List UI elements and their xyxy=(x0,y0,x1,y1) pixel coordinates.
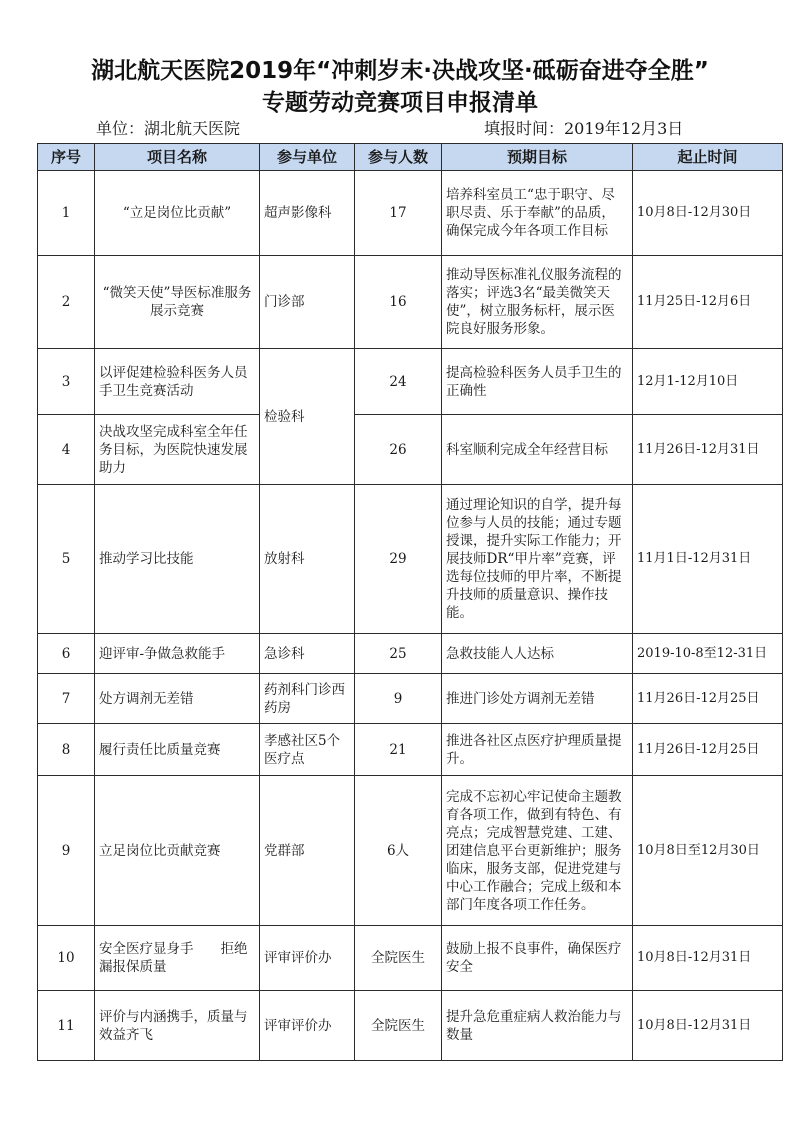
table-row xyxy=(38,926,783,991)
row-no: 2 xyxy=(38,256,95,349)
row-period: 10月8日-12月31日 xyxy=(633,926,783,991)
row-no: 10 xyxy=(38,926,95,991)
table-row xyxy=(38,674,783,724)
row-period: 11月26日-12月25日 xyxy=(633,674,783,724)
row-unit: 孝感社区5个医疗点 xyxy=(260,724,355,776)
row-unit: 党群部 xyxy=(260,776,355,926)
header-count: 参与人数 xyxy=(355,144,442,171)
row-count: 6人 xyxy=(355,776,442,926)
document-title-line1: 湖北航天医院2019年“冲刺岁末·决战攻坚·砥砺奋进夺全胜” xyxy=(91,58,709,84)
row-count: 26 xyxy=(355,415,442,485)
row-name: 迎评审-争做急救能手 xyxy=(95,634,260,674)
row-name: 评价与内涵携手，质量与效益齐飞 xyxy=(95,991,260,1061)
row-goal: 急救技能人人达标 xyxy=(442,634,633,674)
row-no: 7 xyxy=(38,674,95,724)
row-no: 6 xyxy=(38,634,95,674)
row-no: 4 xyxy=(38,415,95,485)
row-goal: 推进门诊处方调剂无差错 xyxy=(442,674,633,724)
table-row xyxy=(38,256,783,349)
row-period: 11月25日-12月6日 xyxy=(633,256,783,349)
row-goal: 科室顺利完成全年经营目标 xyxy=(442,415,633,485)
table-row xyxy=(38,634,783,674)
row-name: “立足岗位比贡献” xyxy=(95,171,260,256)
row-name: 履行责任比质量竞赛 xyxy=(95,724,260,776)
header-no: 序号 xyxy=(38,144,95,171)
row-period: 12月1-12月10日 xyxy=(633,349,783,415)
unit-label: 单位：湖北航天医院 xyxy=(96,119,241,138)
row-name: 安全医疗显身手 拒绝漏报保质量 xyxy=(95,926,260,991)
header-period: 起止时间 xyxy=(633,144,783,171)
table-row xyxy=(38,171,783,256)
row-goal: 通过理论知识的自学，提升每位参与人员的技能；通过专题授课，提升实际工作能力；开展技师DR“甲片率”竞赛，评选每位技师的甲片率，不断提升技师的质量意识、操作技能。 xyxy=(442,485,633,634)
row-count: 全院医生 xyxy=(355,991,442,1061)
row-no: 9 xyxy=(38,776,95,926)
document-title-line2: 专题劳动竞赛项目申报清单 xyxy=(262,90,538,116)
row-period: 10月8日至12月30日 xyxy=(633,776,783,926)
row-no: 11 xyxy=(38,991,95,1061)
row-goal: 鼓励上报不良事件，确保医疗安全 xyxy=(442,926,633,991)
project-table xyxy=(37,143,783,1061)
row-name: 决战攻坚完成科室全年任务目标，为医院快速发展助力 xyxy=(95,415,260,485)
header-goal: 预期目标 xyxy=(442,144,633,171)
row-goal: 推动导医标准礼仪服务流程的落实；评选3名“最美微笑天使”，树立服务标杆，展示医院良好服务形象。 xyxy=(442,256,633,349)
row-count: 24 xyxy=(355,349,442,415)
row-goal: 提升急危重症病人救治能力与数量 xyxy=(442,991,633,1061)
table-header-row xyxy=(38,144,783,171)
row-name: 处方调剂无差错 xyxy=(95,674,260,724)
row-count: 25 xyxy=(355,634,442,674)
row-period: 11月26日-12月31日 xyxy=(633,415,783,485)
row-unit: 评审评价办 xyxy=(260,926,355,991)
row-period: 11月1日-12月31日 xyxy=(633,485,783,634)
row-goal: 培养科室员工“忠于职守、尽职尽责、乐于奉献”的品质，确保完成今年各项工作目标 xyxy=(442,171,633,256)
row-no: 5 xyxy=(38,485,95,634)
table-row xyxy=(38,415,783,485)
date-label: 填报时间：2019年12月3日 xyxy=(484,119,684,138)
row-count: 全院医生 xyxy=(355,926,442,991)
row-count: 17 xyxy=(355,171,442,256)
row-period: 10月8日-12月31日 xyxy=(633,991,783,1061)
row-unit: 急诊科 xyxy=(260,634,355,674)
table-row xyxy=(38,724,783,776)
row-name: 以评促建检验科医务人员手卫生竞赛活动 xyxy=(95,349,260,415)
row-count: 9 xyxy=(355,674,442,724)
row-period: 11月26日-12月25日 xyxy=(633,724,783,776)
row-name: 推动学习比技能 xyxy=(95,485,260,634)
row-period: 10月8日-12月30日 xyxy=(633,171,783,256)
row-name: “微笑天使”导医标准服务展示竞赛 xyxy=(95,256,260,349)
row-name: 立足岗位比贡献竞赛 xyxy=(95,776,260,926)
header-name: 项目名称 xyxy=(95,144,260,171)
row-unit: 评审评价办 xyxy=(260,991,355,1061)
row-unit: 药剂科门诊西药房 xyxy=(260,674,355,724)
row-count: 21 xyxy=(355,724,442,776)
row-period: 2019-10-8至12-31日 xyxy=(633,634,783,674)
table-row xyxy=(38,485,783,634)
table-row xyxy=(38,776,783,926)
row-goal: 提高检验科医务人员手卫生的正确性 xyxy=(442,349,633,415)
table-row xyxy=(38,991,783,1061)
row-unit: 检验科 xyxy=(260,349,355,485)
row-unit: 放射科 xyxy=(260,485,355,634)
header-unit: 参与单位 xyxy=(260,144,355,171)
row-count: 29 xyxy=(355,485,442,634)
row-no: 1 xyxy=(38,171,95,256)
row-count: 16 xyxy=(355,256,442,349)
row-unit: 超声影像科 xyxy=(260,171,355,256)
table-row xyxy=(38,349,783,415)
row-no: 3 xyxy=(38,349,95,415)
row-unit: 门诊部 xyxy=(260,256,355,349)
row-goal: 推进各社区点医疗护理质量提升。 xyxy=(442,724,633,776)
row-no: 8 xyxy=(38,724,95,776)
row-goal: 完成不忘初心牢记使命主题教育各项工作，做到有特色、有亮点；完成智慧党建、工建、团建信息平台更新维护；服务临床，服务支部，促进党建与中心工作融合；完成上级和本部门年度各项工作任务。 xyxy=(442,776,633,926)
